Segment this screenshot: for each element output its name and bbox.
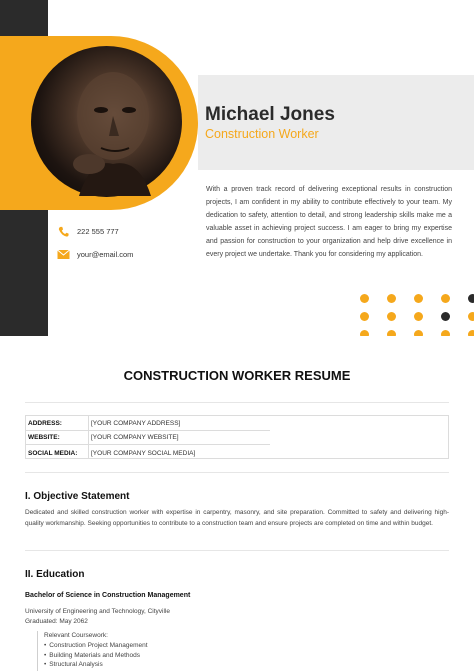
contact-email — [57, 249, 133, 260]
phone-icon — [57, 226, 70, 237]
dot — [387, 294, 396, 303]
candidate-title: Construction Worker — [205, 127, 319, 141]
coursework-label: Relevant Coursework: — [44, 632, 108, 639]
row-label: WEBSITE: — [28, 434, 60, 441]
list-item: • Construction Project Management — [44, 641, 148, 651]
dot — [414, 330, 423, 336]
company-info-table — [25, 415, 449, 459]
list-item: • Structural Analysis — [44, 660, 148, 670]
objective-text: Dedicated and skilled construction worker with expertise in carpentry, masonry, and site preparation. Committed to safety and delivering high-quality workmanship. Seeking opportunities to contribute to a construction team and ensure projects are completed on time and within budget. — [25, 509, 449, 527]
dot — [468, 330, 474, 336]
dot — [387, 312, 396, 321]
row-value: [YOUR COMPANY WEBSITE] — [91, 434, 179, 441]
dot-pattern — [358, 292, 474, 336]
phone-number: 222 555 777 — [77, 227, 119, 236]
list-item: • Building Materials and Methods — [44, 651, 148, 661]
divider — [25, 472, 449, 473]
portrait-image — [31, 46, 182, 197]
education-heading: II. Education — [25, 569, 85, 580]
dot — [468, 294, 474, 303]
table-row — [26, 417, 270, 431]
dot — [441, 330, 450, 336]
degree-name: Bachelor of Science in Construction Management — [25, 592, 191, 599]
dot — [414, 312, 423, 321]
profile-summary: With a proven track record of delivering exceptional results in construction projects, I am confident in my ability to contribute effectively to your team. My dedication to safety, attention to detail, and strong leadership skills make me a valuable asset in achieving project success. I am eager to bring my expertise and passion for construction to your organization and help drive excellence in every project we undertake. Thank you for considering my application. — [206, 186, 452, 258]
dot — [387, 330, 396, 336]
graduation-date: Graduated: May 2062 — [25, 618, 88, 625]
dot — [441, 294, 450, 303]
dot — [414, 294, 423, 303]
envelope-icon — [57, 249, 70, 260]
university-name: University of Engineering and Technology, Cityville — [25, 608, 171, 615]
coursework-block — [37, 631, 148, 671]
objective-heading: I. Objective Statement — [25, 491, 130, 502]
table-row — [26, 446, 448, 460]
candidate-name: Michael Jones — [205, 104, 335, 125]
profile-photo — [31, 46, 182, 197]
email-address: your@email.com — [77, 250, 134, 259]
dot — [468, 312, 474, 321]
divider — [25, 550, 449, 551]
divider — [25, 402, 449, 403]
dot — [360, 294, 369, 303]
dot — [360, 312, 369, 321]
resume-title: CONSTRUCTION WORKER RESUME — [123, 368, 351, 383]
row-label: SOCIAL MEDIA: — [28, 449, 78, 457]
dot — [360, 330, 369, 336]
row-value: [YOUR COMPANY SOCIAL MEDIA] — [91, 449, 196, 457]
coursework-list — [44, 641, 148, 670]
row-label: ADDRESS: — [28, 420, 62, 427]
dot — [441, 312, 450, 321]
table-row — [26, 431, 270, 445]
contact-phone — [57, 226, 119, 237]
row-value: [YOUR COMPANY ADDRESS] — [91, 420, 181, 427]
